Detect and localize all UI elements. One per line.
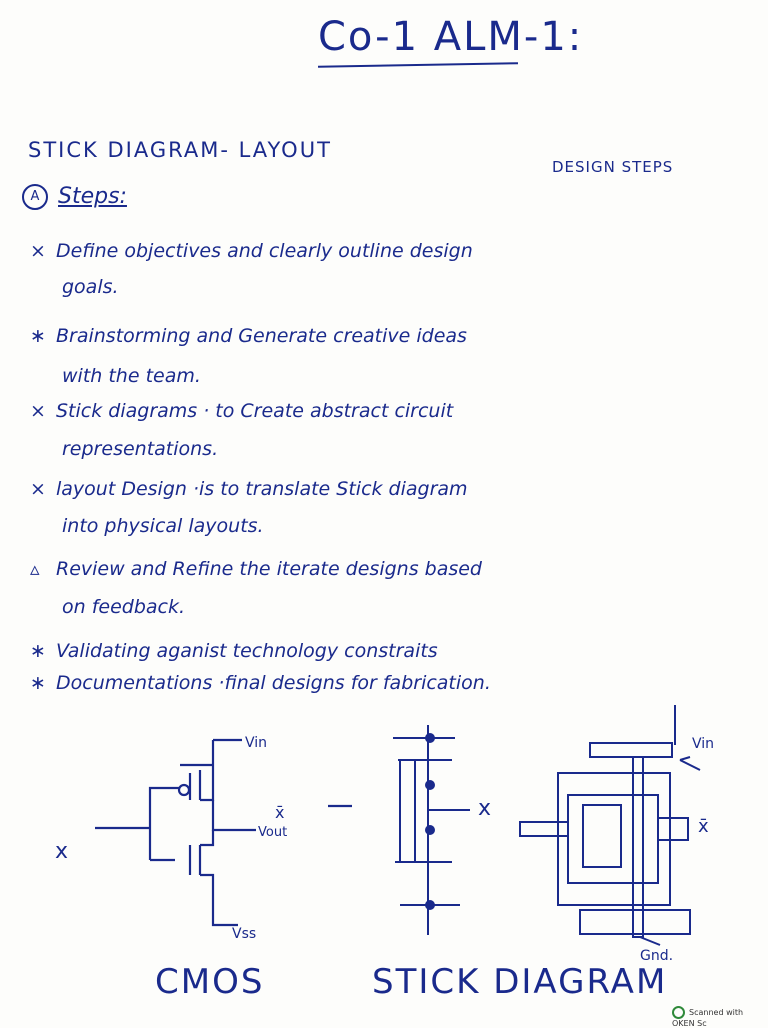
step-continuation: into physical layouts. — [62, 515, 264, 537]
scanner-footer — [672, 1006, 768, 1028]
footer-text: Scanned with OKEN Sc — [672, 1008, 744, 1028]
layout-xbar-label: x̄ — [698, 816, 709, 837]
step-continuation: on feedback. — [62, 596, 186, 618]
step-bullet: ▵ — [30, 558, 40, 580]
cmos-vin-label: Vin — [245, 735, 268, 751]
heading-main: STICK DIAGRAM- LAYOUT — [28, 138, 332, 162]
step-bullet: ∗ — [30, 325, 46, 347]
cmos-vss-label: Vss — [232, 926, 257, 942]
steps-marker: A — [22, 184, 48, 210]
cmos-schematic — [95, 740, 256, 925]
step-text: Define objectives and clearly outline design — [56, 240, 473, 262]
scanner-logo-icon — [672, 1006, 685, 1019]
step-continuation: representations. — [62, 438, 219, 460]
step-text: Documentations ·final designs for fabrication. — [56, 672, 491, 694]
cmos-vout-label: Vout — [258, 825, 288, 840]
step-bullet: × — [30, 240, 46, 262]
cmos-xbar-label: x̄ — [275, 803, 285, 822]
step-text: Stick diagrams · to Create abstract circuit — [56, 400, 454, 422]
stick-diagram-label: STICK DIAGRAM — [372, 962, 668, 1002]
page-title: Co-1 ALM-1: — [318, 14, 584, 60]
step-text: Review and Refine the iterate designs based — [56, 558, 482, 580]
stick-diagram — [393, 725, 470, 935]
step-continuation: with the team. — [62, 365, 201, 387]
stick-x-label: x — [478, 796, 492, 821]
step-bullet: × — [30, 478, 46, 500]
steps-label: Steps: — [58, 184, 127, 209]
cmos-x-label: x — [55, 839, 69, 864]
step-text: Brainstorming and Generate creative ideas — [56, 325, 467, 347]
step-text: layout Design ·is to translate Stick diagram — [56, 478, 468, 500]
heading-right: DESIGN STEPS — [552, 158, 674, 176]
layout-vin-label: Vin — [692, 736, 715, 752]
step-bullet: ∗ — [30, 640, 46, 662]
layout-diagram — [520, 705, 700, 945]
step-continuation: goals. — [62, 276, 119, 298]
step-bullet: ∗ — [30, 672, 46, 694]
step-text: Validating aganist technology constraits — [56, 640, 438, 662]
cmos-label: CMOS — [155, 962, 265, 1002]
layout-gnd-label: Gnd. — [640, 948, 674, 964]
step-bullet: × — [30, 400, 46, 422]
